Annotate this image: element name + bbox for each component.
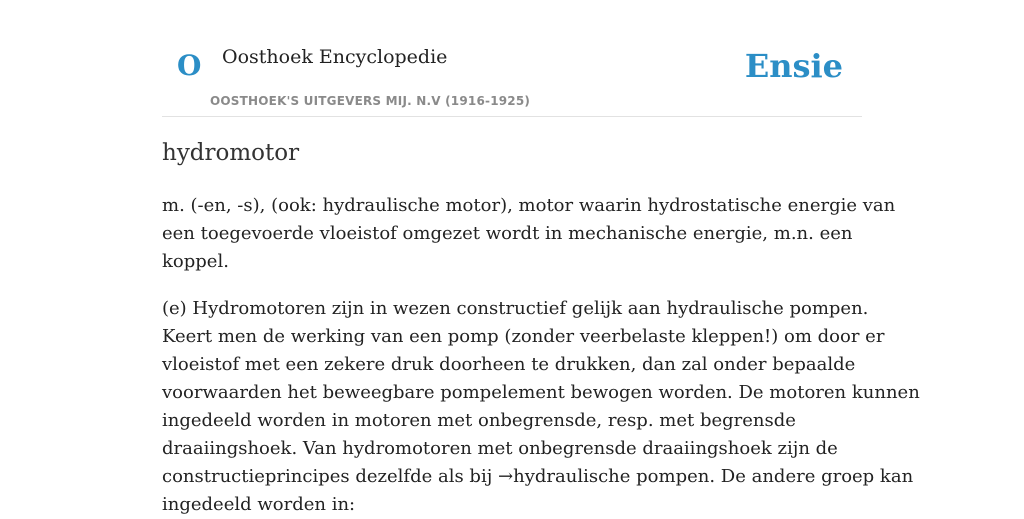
text-line: ingedeeld worden in: xyxy=(162,494,356,515)
definition-line: koppel. xyxy=(162,251,229,272)
entry-definition xyxy=(162,192,896,276)
text-line: voorwaarden het beweegbare pompelement bewogen worden. De motoren kunnen xyxy=(162,382,920,403)
crossref-link-hydraulische-pompen[interactable] xyxy=(498,466,709,487)
text-line-with-crossref xyxy=(162,463,914,491)
publisher-label: OOSTHOEK'S UITGEVERS MIJ. N.V (1916-1925) xyxy=(210,94,531,108)
definition-line: m. (-en, -s), (ook: hydraulische motor), motor waarin hydrostatische energie van xyxy=(162,195,896,216)
text-line: ingedeeld worden in motoren met onbegrensde, resp. met begrensde xyxy=(162,410,796,431)
site-title[interactable]: Oosthoek Encyclopedie xyxy=(222,46,448,68)
text-line-end: . De andere groep kan xyxy=(709,466,914,487)
logo-letter[interactable]: O xyxy=(177,49,202,82)
definition-line: een toegevoerde vloeistof omgezet wordt in mechanische energie, m.n. een xyxy=(162,223,853,244)
crossref-label: hydraulische pompen xyxy=(513,466,710,487)
site-header xyxy=(162,0,862,117)
entry-text xyxy=(162,295,920,519)
entry-headword: hydromotor xyxy=(162,140,300,166)
text-line: Keert men de werking van een pomp (zonder veerbelaste kleppen!) om door er xyxy=(162,326,885,347)
page xyxy=(162,0,920,515)
text-line-start: constructieprincipes dezelfde als bij xyxy=(162,466,493,487)
text-line: vloeistof met een zekere druk doorheen te drukken, dan zal onder bepaalde xyxy=(162,354,856,375)
text-line: (e) Hydromotoren zijn in wezen constructief gelijk aan hydraulische pompen. xyxy=(162,298,869,319)
text-line: draaiingshoek. Van hydromotoren met onbegrensde draaiingshoek zijn de xyxy=(162,438,838,459)
arrow-right-icon: → xyxy=(498,466,514,487)
brand-logo-link[interactable]: Ensie xyxy=(744,47,843,85)
